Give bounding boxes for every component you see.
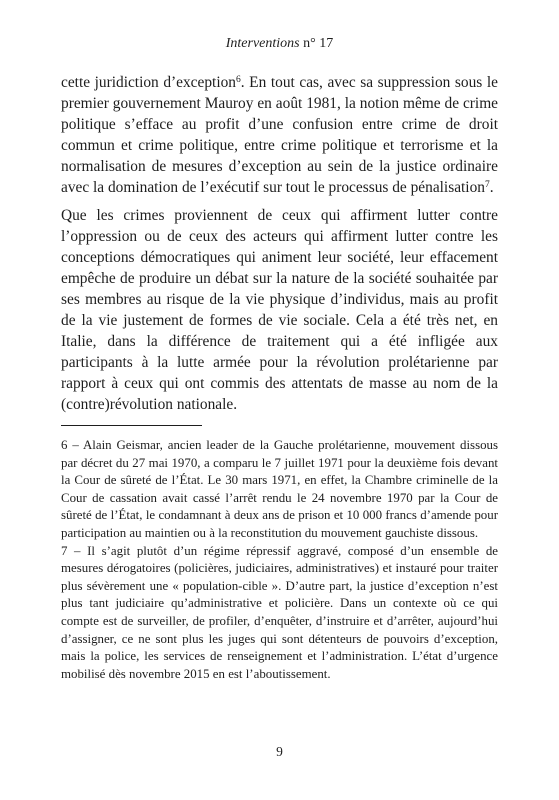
paragraph-1-text-a: cette juridiction d’exception <box>61 74 236 91</box>
paragraph-1 <box>61 72 498 198</box>
journal-title: Interventions <box>225 36 300 51</box>
running-header <box>0 36 559 52</box>
footnotes <box>61 437 498 683</box>
issue-number: n° 17 <box>299 36 334 51</box>
paragraph-1-text-c: . <box>489 179 494 196</box>
main-text <box>61 72 498 415</box>
paragraph-2: Que les crimes proviennent de ceux qui affirment lutter contre l’oppression ou de ceux des acteurs qui affirment lutter contre les conceptions démocratiques qui animent leur société, leur effacement empêche de produire un débat sur la nature de la société souhaitée par ses membres au risque de la vie physique d’individus, mais au profit de la vie justement de formes de vie sociale. Cela a été très net, en Italie, dans la différence de traitement qui a été infligée aux participants à la lutte armée pour la révolution prolétarienne par rapport à ceux qui ont commis des attentats de masse au nom de la (contre)révolution nationale. <box>61 207 498 413</box>
footnote-ref-7: 7 <box>484 178 490 190</box>
footnote-6: 6 – Alain Geismar, ancien leader de la Gauche prolétarienne, mouvement dissous par décret du 27 mai 1970, a comparu le 7 juillet 1971 pour la deuxième fois devant la Cour de sûreté de l’État. Le 30 mars 1971, en effet, la Chambre criminelle de la Cour de cassation avait cassé l’arrêt rendu le 24 novembre 1970 par la Cour de sûreté de l’État, le condamnant à deux ans de prison et 10 000 francs d’amende pour participation au maintien ou à la reconstitution du mouvement gauchiste dissous. <box>61 438 498 540</box>
page-number: 9 <box>276 744 283 759</box>
footnote-ref-6: 6 <box>235 73 241 85</box>
footnote-divider <box>61 425 202 426</box>
footnote-7: 7 – Il s’agit plutôt d’un régime répressif aggravé, composé d’un ensemble de mesures dérogatoires (policières, judiciaires, administratives) et instauré pour traiter plus sévèrement une « population-cible ». D’autre part, la justice d’exception n’est plus tant judiciaire qu’administrative et policière. Dans un contexte où ce qui compte est de surveiller, de profiler, d’enquêter, d’instruire et d’arrêter, aujourd’hui d’assigner, ce ne sont plus les juges qui sont détenteurs de pouvoirs d’exception, mais la police, les services de renseignement et l’administration. L’état d’urgence mobilisé dès novembre 2015 en est l’aboutissement. <box>61 543 498 681</box>
paragraph-1-text-b: . En tout cas, avec sa suppression sous le premier gouvernement Mauroy en août 1981, la notion même de crime politique s’efface au profit d’une confusion entre crime de droit commun et crime politique, entre crime politique et terrorisme et la normalisation de mesures d’exception au sein de la justice ordinaire avec la domination de l’exécutif sur tout le processus de pénalisation <box>61 74 498 196</box>
